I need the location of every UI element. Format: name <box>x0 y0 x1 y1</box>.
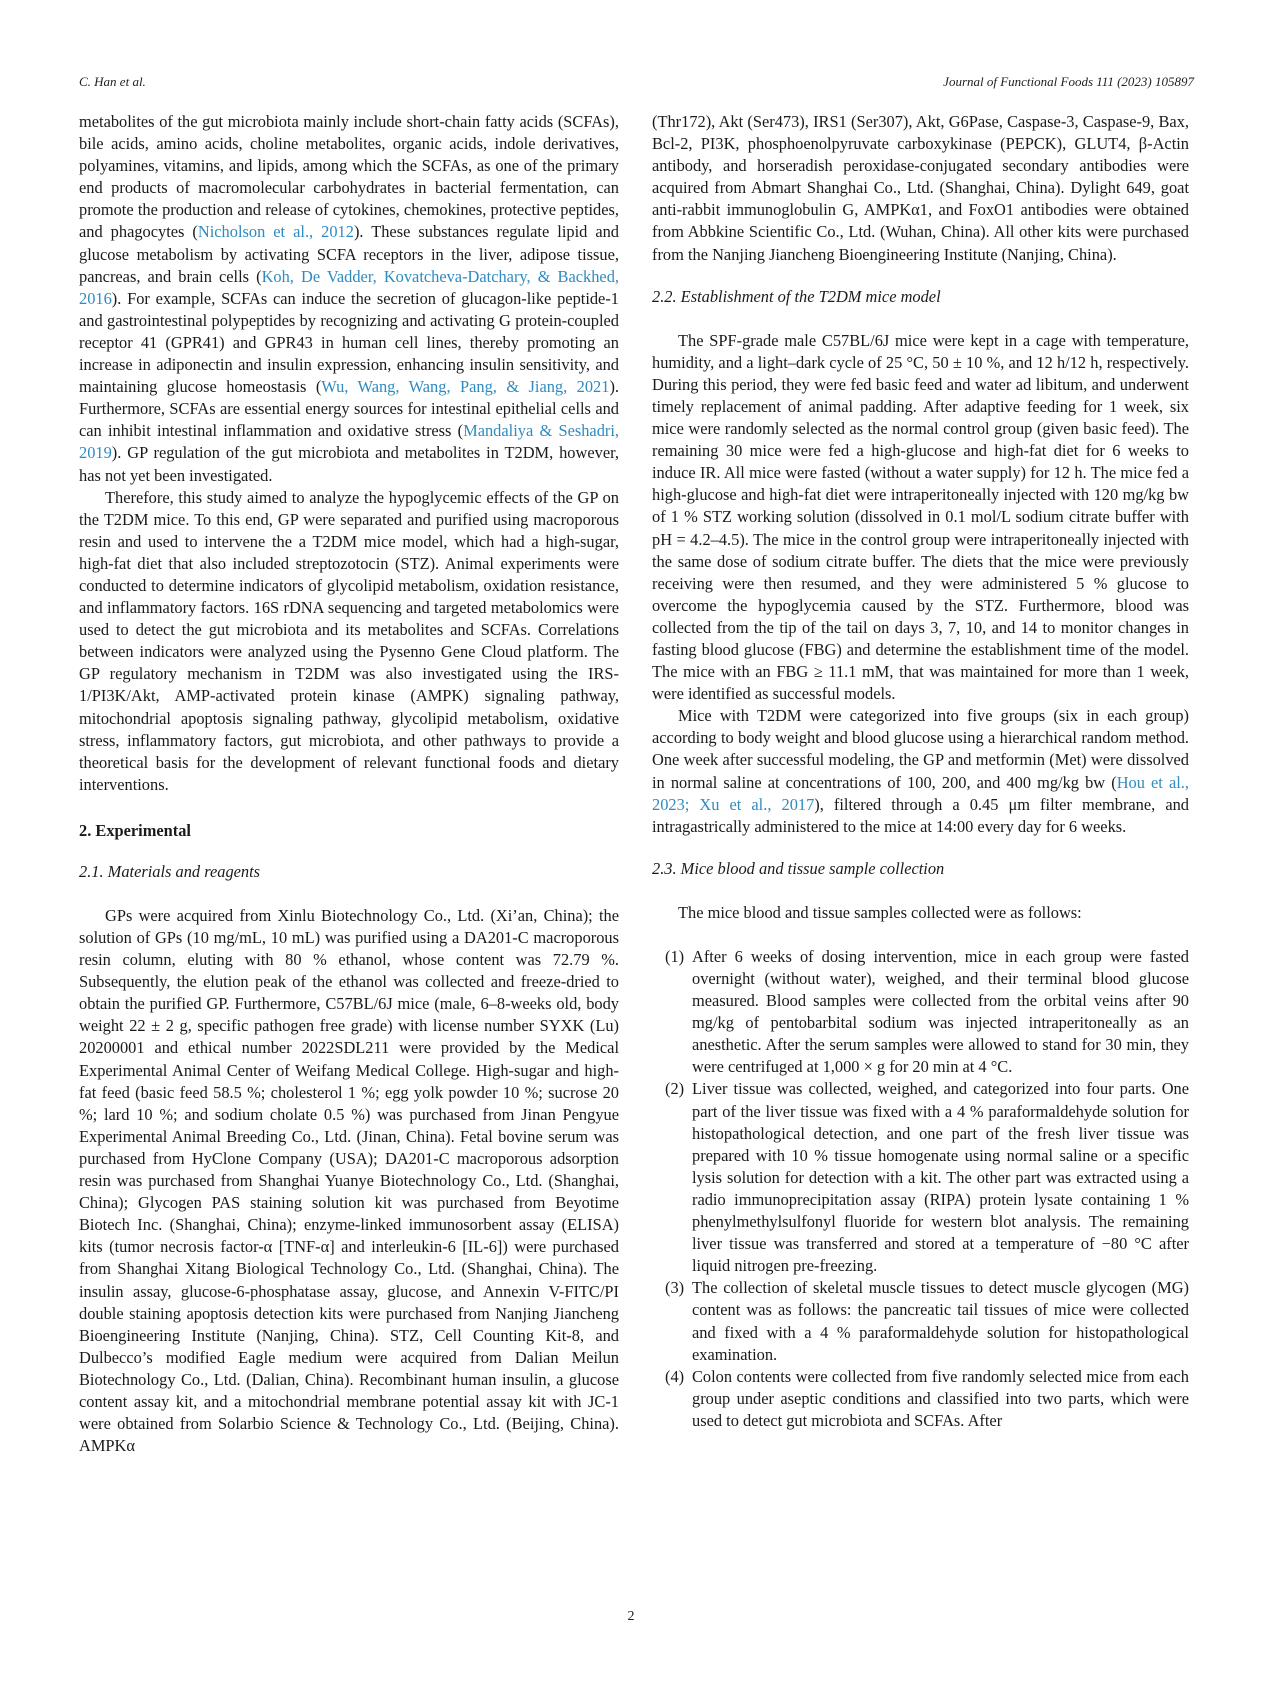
subsection-heading-sample-collection: 2.3. Mice blood and tissue sample collection <box>652 858 945 878</box>
sample-collection-list <box>652 946 1189 1432</box>
list-item-text: After 6 weeks of dosing intervention, mice in each group were fasted overnight (without water), weighed, and their terminal blood glucose measured. Blood samples were collected from the orbital veins after 90 mg/kg of pentobarbital sodium was injected intraperitoneally as an anesthetic. After the serum samples were allowed to stand for 30 min, they were centrifuged at 1,000 × g for 20 min at 4 °C. <box>692 946 1189 1077</box>
paragraph-intro-scfa <box>79 111 619 487</box>
citation-link[interactable]: Hou et al., 2023; Xu et al., 2017 <box>652 772 1189 814</box>
text-run: ). Furthermore, SCFAs are essential energy sources for intestinal epithelial cells and can inhibit intestinal inflammation and oxidative stress ( <box>79 377 619 441</box>
running-head-left: C. Han et al. <box>79 74 146 89</box>
subsection-heading-t2dm-model: 2.2. Establishment of the T2DM mice model <box>652 286 941 306</box>
paragraph-antibodies: (Thr172), Akt (Ser473), IRS1 (Ser307), Akt, G6Pase, Caspase-3, Caspase-9, Bax, Bcl-2, PI3K, phosphoenolpyruvate carboxykinase (PEPCK), GLUT4, β-Actin antibody, and horseradish peroxidase-conjugated secondary antibodies were acquired from Abmart Shanghai Co., Ltd. (Shanghai, China). Dylight 649, goat anti-rabbit immunoglobulin G, AMPKα1, and FoxO1 antibodies were obtained from Abbkine Scientific Co., Ltd. (Wuhan, China). All other kits were purchased from the Nanjing Jiancheng Bioengineering Institute (Nanjing, China). <box>652 112 1189 264</box>
list-item <box>652 1078 1189 1277</box>
list-item <box>652 946 1189 1079</box>
paragraph-grouping <box>652 705 1189 838</box>
list-item-number: (1) <box>665 946 685 966</box>
text-run: ), filtered through a 0.45 μm filter membrane, and intragastrically administered to the mice at 14:00 every day for 6 weeks. <box>652 794 1189 836</box>
page-number: 2 <box>627 1609 635 1624</box>
list-item-text: Colon contents were collected from five randomly selected mice from each group under aseptic conditions and classified into two parts, which were used to detect gut microbiota and SCFAs. After <box>692 1366 1189 1430</box>
text-run: ). These substances regulate lipid and glucose metabolism by activating SCFA receptors in the liver, adipose tissue, pancreas, and brain cells ( <box>79 222 620 286</box>
right-column <box>652 111 1189 1432</box>
running-head-journal: Journal of Functional Foods 111 (2023) 105897 <box>943 74 1194 89</box>
list-item-number: (3) <box>665 1278 685 1298</box>
list-item-number: (2) <box>665 1079 685 1099</box>
list-item-number: (4) <box>665 1366 685 1386</box>
paragraph-study-aim: Therefore, this study aimed to analyze the hypoglycemic effects of the GP on the T2DM mice. To this end, GP were separated and purified using macroporous resin and used to intervene the a T2DM mice model, which had a high-sugar, high-fat diet that also included streptozotocin (STZ). Animal experiments were conducted to determine indicators of glycolipid metabolism, oxidation resistance, and inflammatory factors. 16S rDNA sequencing and targeted metabolomics were used to detect the gut microbiota and its metabolites and SCFAs. Correlations between indicators were analyzed using the Pysenno Gene Cloud platform. The GP regulatory mechanism in T2DM was also investigated using the IRS-1/PI3K/Akt, AMP-activated protein kinase (AMPK) signaling pathway, mitochondrial apoptosis signaling pathway, glycolipid metabolism, oxidative stress, inflammatory factors, gut microbiota, and other pathways to provide a theoretical basis for the development of relevant functional foods and dietary interventions. <box>79 487 619 794</box>
list-item <box>652 1277 1189 1365</box>
paragraph-model-establishment: The SPF-grade male C57BL/6J mice were kept in a cage with temperature, humidity, and a light–dark cycle of 25 °C, 50 ± 10 %, and 12 h/12 h, respectively. During this period, they were fed basic feed and water ad libitum, and underwent timely replacement of animal padding. After adaptive feeding for 1 week, six mice were randomly selected as the normal control group (given basic feed). The remaining 30 mice were fed a high-glucose and high-fat diet for 6 weeks to induce IR. All mice were fasted (without a water supply) for 12 h. The mice fed a high-glucose and high-fat diet were intraperitoneally injected with 120 mg/kg bw of 1 % STZ working solution (dissolved in 0.1 mol/L sodium citrate buffer with pH = 4.2–4.5). The mice in the control group were intraperitoneally injected with the same dose of sodium citrate buffer. The diets that the mice were previously receiving were then resumed, and they were administered 5 % glucose to overcome the hypoglycemia caused by the STZ. Furthermore, blood was collected from the tip of the tail on days 3, 7, 10, and 14 to monitor changes in fasting blood glucose (FBG) and determine the establishment time of the model. The mice with an FBG ≥ 11.1 mM, that was maintained for more than 1 week, were identified as successful models. <box>652 330 1189 704</box>
list-item-text: The collection of skeletal muscle tissues to detect muscle glycogen (MG) content was as follows: the pancreatic tail tissues of mice were collected and fixed with a 4 % paraformaldehyde solution for histopathological examination. <box>692 1278 1189 1364</box>
citation-link[interactable]: Mandaliya & Seshadri, 2019 <box>79 421 619 463</box>
paragraph-sample-intro: The mice blood and tissue samples collected were as follows: <box>678 902 1082 922</box>
citation-link[interactable]: Koh, De Vadder, Kovatcheva-Datchary, & Backhed, 2016 <box>79 266 619 308</box>
list-item-text: Liver tissue was collected, weighed, and categorized into four parts. One part of the liver tissue was fixed with a 4 % paraformaldehyde solution for histopathological detection, and one part of the fresh liver tissue was prepared with 10 % tissue homogenate using normal saline or a specific lysis solution for detection with a kit. The other part was extracted using a radio immunoprecipitation assay (RIPA) protein lysate containing 1 % phenylmethylsulfonyl fluoride for western blot analysis. The remaining liver tissue was transferred and stored at a temperature of −80 °C after liquid nitrogen pre-freezing. <box>692 1079 1189 1276</box>
citation-link[interactable]: Nicholson et al., 2012 <box>197 222 354 242</box>
subsection-heading-materials: 2.1. Materials and reagents <box>79 861 261 881</box>
list-item <box>652 1366 1189 1432</box>
text-run: ). For example, SCFAs can induce the secretion of glucagon-like peptide-1 and gastrointestinal polypeptides by recognizing and activating G protein-coupled receptor 41 (GPR41) and GPR43 in human cell lines, thereby promoting an increase in adiponectin and insulin expression, enhancing insulin sensitivity, and maintaining glucose homeostasis ( <box>79 288 619 397</box>
left-column <box>79 111 619 1457</box>
text-run: Mice with T2DM were categorized into five groups (six in each group) according to body weight and blood glucose using a hierarchical random method. One week after successful modeling, the GP and metformin (Met) were dissolved in normal saline at concentrations of 100, 200, and 400 mg/kg bw ( <box>652 706 1189 792</box>
text-run: ). GP regulation of the gut microbiota and metabolites in T2DM, however, has not yet been investigated. <box>79 443 619 485</box>
paragraph-materials: GPs were acquired from Xinlu Biotechnology Co., Ltd. (Xi’an, China); the solution of GPs (10 mg/mL, 10 mL) was purified using a DA201-C macroporous resin column, eluting with 80 % ethanol, whose content was 72.79 %. Subsequently, the elution peak of the ethanol was collected and freeze-dried to obtain the purified GP. Furthermore, C57BL/6J mice (male, 6–8-weeks old, body weight 22 ± 2 g, specific pathogen free grade) with license number SYXK (Lu) 20200001 and ethical number 2022SDL211 were provided by the Medical Experimental Animal Center of Weifang Medical College. High-sugar and high-fat feed (basic feed 58.5 %; cholesterol 1 %; egg yolk powder 10 %; sucrose 20 %; lard 10 %; and sodium cholate 0.5 %) was purchased from Jinan Pengyue Experimental Animal Breeding Co., Ltd. (Jinan, China). Fetal bovine serum was purchased from HyClone Company (USA); DA201-C macroporous adsorption resin was purchased from Shanghai Yuanye Biotechnology Co., Ltd. (Shanghai, China); Glycogen PAS staining solution kit was purchased from Beyotime Biotech Inc. (Shanghai, China); enzyme-linked immunosorbent assay (ELISA) kits (tumor necrosis factor-α [TNF-α] and interleukin-6 [IL-6]) were purchased from Shanghai Xitang Biological Technology Co., Ltd. (Shanghai, China). The insulin assay, glucose-6-phosphatase assay, glucose, and Annexin V-FITC/PI double staining apoptosis detection kits were purchased from Nanjing Jiancheng Bioengineering Institute (Nanjing, China). STZ, Cell Counting Kit-8, and Dulbecco’s modified Eagle medium were acquired from Dalian Meilun Biotechnology Co., Ltd. (Dalian, China). Recombinant human insulin, a glucose content assay kit, and a mitochondrial membrane potential assay kit with JC-1 were obtained from Solarbio Science & Technology Co., Ltd. (Beijing, China). AMPKα <box>79 905 619 1456</box>
text-run: metabolites of the gut microbiota mainly include short-chain fatty acids (SCFAs), bile acids, amino acids, choline metabolites, organic acids, indole derivatives, polyamines, vitamins, and lipids, among which the SCFAs, as one of the primary end products of macromolecular carbohydrates in bacterial fermentation, can promote the production and release of cytokines, chemokines, protective peptides, and phagocytes ( <box>79 112 619 242</box>
section-heading-experimental: 2. Experimental <box>79 820 191 840</box>
citation-link[interactable]: Wu, Wang, Wang, Pang, & Jiang, 2021 <box>321 377 610 397</box>
